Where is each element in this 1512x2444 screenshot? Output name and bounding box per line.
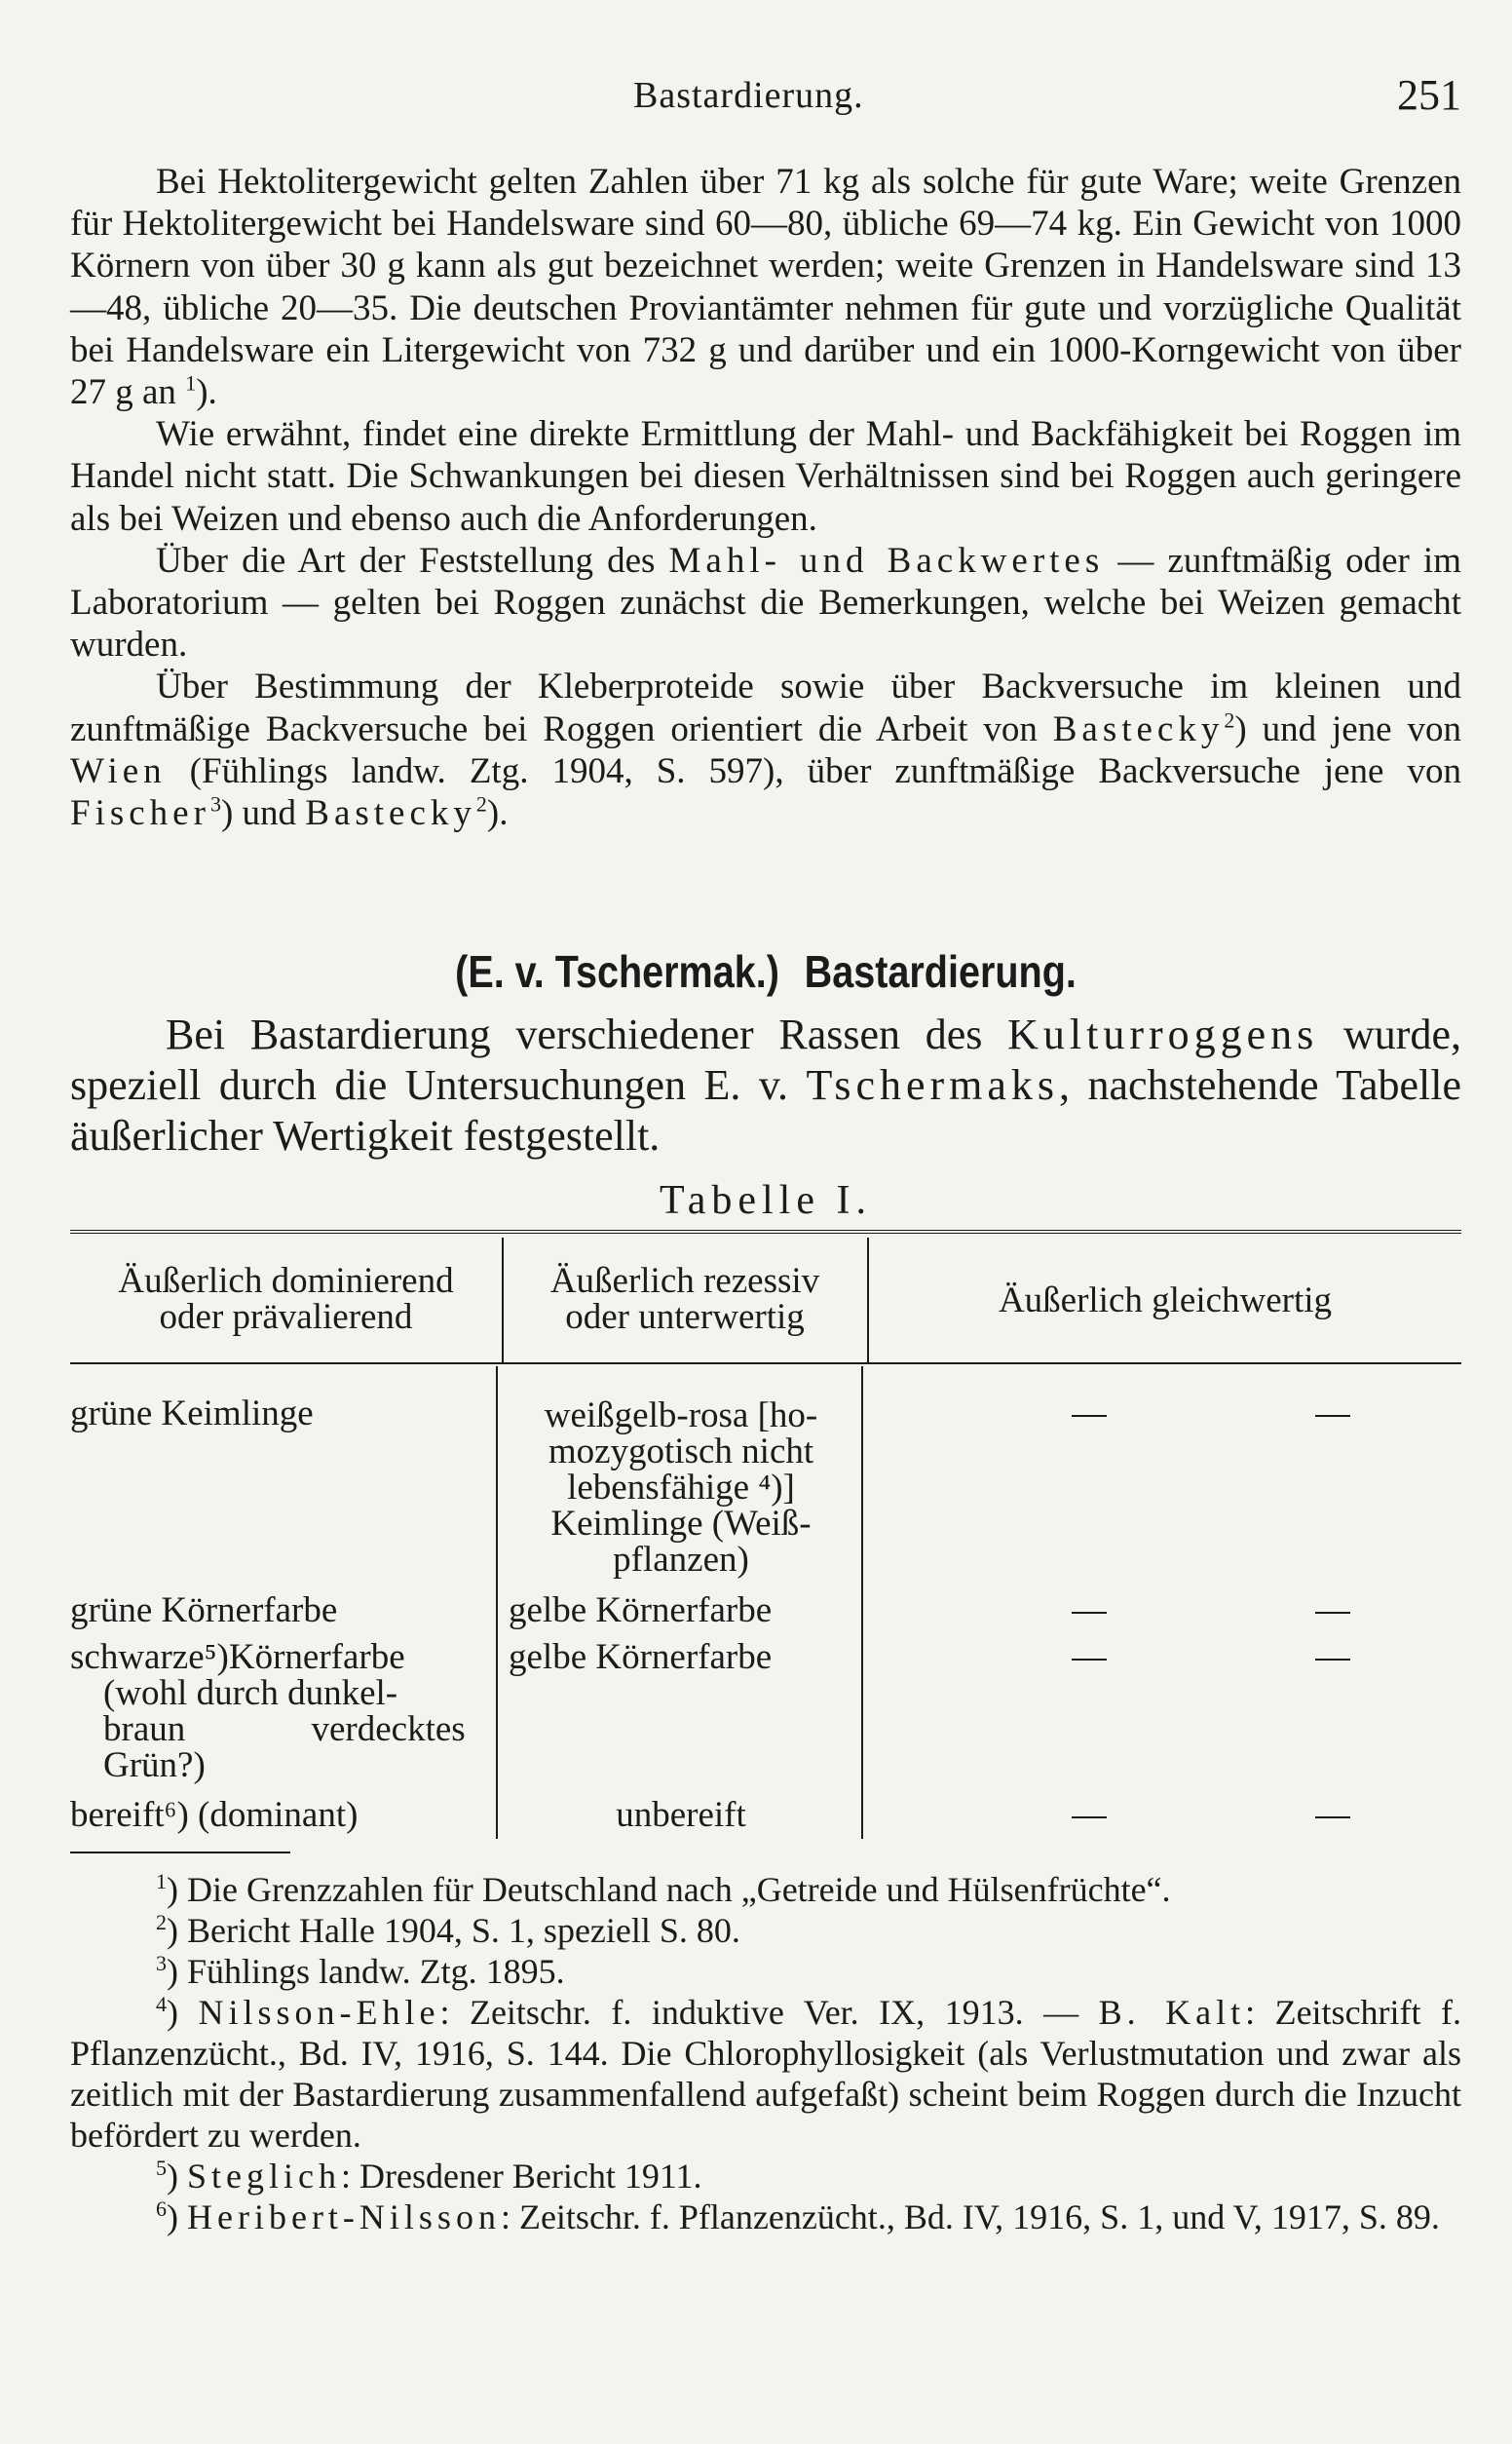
table-cell-dominant: bereift⁶) (dominant)	[70, 1795, 359, 1835]
table-header-rule	[70, 1362, 1461, 1364]
paragraph-4: Über Bestimmung der Kleberproteide sowie über Backversuche im kleinen und zunftmäßige Backversuche bei Roggen orientiert die Arbeit von Bastecky$^2$) und jene von Wien (Fühlings landw. Ztg. 1904, S. 597), über zunftmäßige Backversuche jene von Fischer$^3$) und Bastecky$^2$).	[70, 667, 1461, 834]
footnote-5: $^5$) Steglich: Dresdener Bericht 1911.	[156, 2156, 702, 2196]
header-equal: Äußerlich gleichwertig	[998, 1280, 1333, 1320]
table-cell-recessive: weißgelb-rosa [ho- mozygotisch nicht lebensfähige ⁴)] Keimlinge (Weiß- pflanzen)	[544, 1395, 818, 1580]
paragraph-2: Wie erwähnt, findet eine direkte Ermittlung der Mahl- und Backfähigkeit bei Roggen im Handel nicht statt. Die Schwankungen bei diesen Verhältnissen sind bei Roggen auch geringere als bei Weizen und ebenso auch die Anforderungen.	[70, 414, 1461, 539]
table-dash	[1072, 1816, 1107, 1818]
header-recessive: Äußerlich rezessiv oder unterwertig	[549, 1261, 820, 1337]
running-head	[70, 70, 1461, 129]
table-cell-recessive: gelbe Körnerfarbe	[509, 1590, 773, 1630]
table-cell-dominant: schwarze⁵)Körnerfarbe (wohl durch dunkel- braun verdecktes Grün?)	[70, 1637, 466, 1785]
footnote-6: $^6$) Heribert-Nilsson: Zeitschr. f. Pflanzenzücht., Bd. IV, 1916, S. 1, und V, 1917, S. 89.	[156, 2196, 1440, 2236]
table-dash	[1072, 1659, 1107, 1661]
table-title: Tabelle I.	[660, 1178, 872, 1223]
table-top-rule	[70, 1230, 1461, 1234]
table-dash	[1315, 1612, 1350, 1614]
table-dash	[1072, 1415, 1107, 1417]
table-dash	[1315, 1659, 1350, 1661]
table-cell-recessive: unbereift	[616, 1795, 746, 1835]
table-dash	[1315, 1816, 1350, 1818]
footnote-3: $^3$) Fühlings landw. Ztg. 1895.	[156, 1951, 565, 1991]
body-text	[70, 161, 1461, 834]
table-cell-recessive: gelbe Körnerfarbe	[509, 1637, 773, 1677]
running-title: Bastardierung.	[633, 75, 864, 116]
table-cell-dominant: grüne Körnerfarbe	[70, 1590, 338, 1630]
footnote-1: $^1$) Die Grenzzahlen für Deutschland nach „Getreide und Hülsenfrüchte“.	[156, 1869, 1171, 1909]
column-divider	[861, 1366, 863, 1839]
section-heading	[168, 945, 1364, 998]
page-number: 251	[1397, 71, 1461, 119]
table-dash	[1072, 1612, 1107, 1614]
inheritance-table	[70, 1230, 1461, 1839]
paragraph-3: Über die Art der Feststellung des Mahl- und Backwertes — zunftmäßig oder im Laboratorium — gelten bei Roggen zunächst die Bemerkungen, welche bei Weizen gemacht wurden.	[70, 540, 1461, 666]
footnote-separator	[70, 1852, 290, 1853]
footnote-4: $^4$) Nilsson-Ehle: Zeitschr. f. induktive Ver. IX, 1913. — B. Kalt: Zeitschrift f. Pflanzenzücht., Bd. IV, 1916, S. 144. Die Chlorophyllosigkeit (als Verlustmutation und zwar als zeitlich mit der Bastardierung zusammenfallend aufgefaßt) scheint beim Roggen durch die Inzucht befördert zu werden.	[70, 1992, 1461, 2155]
table-cell-dominant: grüne Keimlinge	[70, 1394, 314, 1433]
table-dash	[1315, 1415, 1350, 1417]
footnote-2: $^2$) Bericht Halle 1904, S. 1, speziell S. 80.	[156, 1910, 740, 1950]
header-dominant: Äußerlich dominierend oder prävalierend	[118, 1261, 454, 1337]
column-divider	[496, 1366, 498, 1839]
section-title: Bastardierung.	[804, 946, 1077, 997]
intro-paragraph: Bei Bastardierung verschiedener Rassen des Kulturroggens wurde, speziell durch die Untersuchungen E. v. Tschermaks, nachstehende Tabelle äußerlicher Wertigkeit festgestellt.	[70, 1011, 1462, 1160]
paragraph-1: Bei Hektolitergewicht gelten Zahlen über 71 kg als solche für gute Ware; weite Grenzen für Hektolitergewicht bei Handelsware sind 60—80, übliche 69—74 kg. Ein Gewicht von 1000 Körnern von über 30 g kann als gut bezeichnet werden; weite Grenzen in Handelsware sind 13—48, übliche 20—35. Die deutschen Proviantämter nehmen für gute und vorzügliche Qualität bei Handelsware ein Litergewicht von 732 g und darüber und ein 1000-Korngewicht von über 27 g an $^1$).	[70, 162, 1461, 413]
section-author: (E. v. Tschermak.)	[455, 946, 779, 997]
footnotes	[70, 1869, 1461, 2237]
